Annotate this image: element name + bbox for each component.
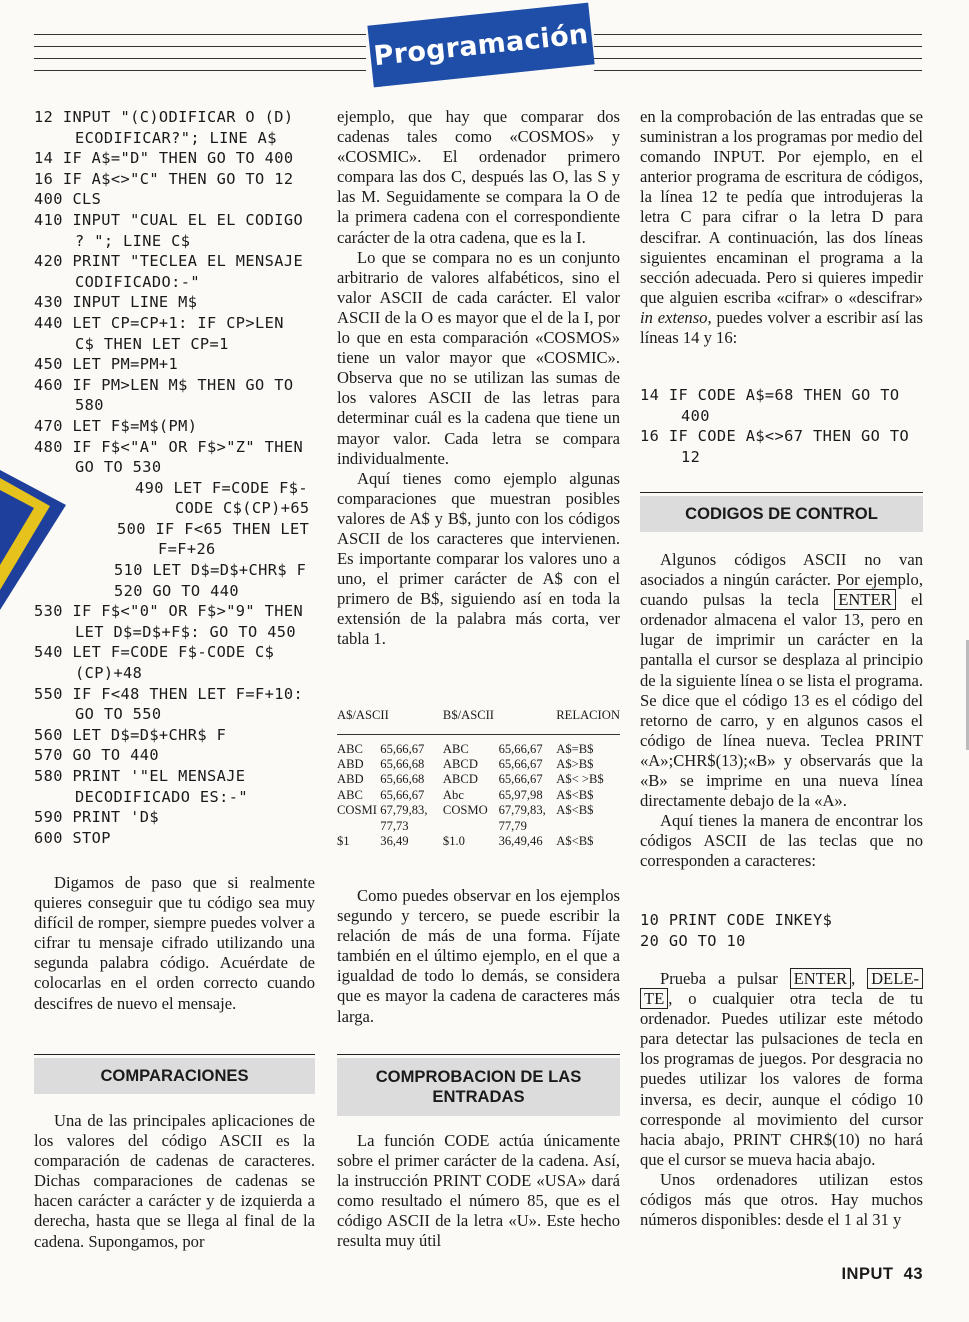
column-1-text-lower <box>34 1111 315 1252</box>
table-row <box>337 757 620 772</box>
heading-codigos-control: CODIGOS DE CONTROL <box>640 496 923 532</box>
column-2-text <box>337 107 620 650</box>
code-line: 540 LET F=CODE F$-CODE C$ <box>34 643 275 662</box>
code-line: 410 INPUT "CUAL EL EL CODIGO <box>34 210 304 229</box>
table-cell: 36,49 <box>380 833 409 848</box>
code-line: 520 GO TO 440 <box>114 581 239 600</box>
table-cell: 77,73 <box>380 818 409 833</box>
enter-key-label: ENTER <box>790 968 851 989</box>
program-listing-3 <box>640 910 923 951</box>
table-cell: ABD <box>337 772 364 787</box>
table <box>337 708 620 849</box>
header-rule <box>594 46 922 47</box>
code-line: 440 LET CP=CP+1: IF CP>LEN <box>34 313 284 332</box>
header-rule <box>594 58 922 59</box>
column-2-text-bottom <box>337 1131 620 1252</box>
code-line: 460 IF PM>LEN M$ THEN GO TO <box>34 375 294 394</box>
comparison-table <box>337 708 620 849</box>
column-1-text <box>34 873 315 1014</box>
table-cell: A$<B$ <box>556 787 594 802</box>
table-cell <box>443 819 499 834</box>
heading-rule <box>640 492 923 493</box>
code-line: 450 LET PM=PM+1 <box>34 355 179 374</box>
header-rule <box>594 34 922 35</box>
code-line: GO TO 530 <box>75 458 162 477</box>
table-row <box>337 803 620 818</box>
table-cell: A$=B$ <box>556 741 594 756</box>
code-line: 500 IF F<65 THEN LET <box>117 519 310 538</box>
code-line: ECODIFICAR?"; LINE A$ <box>75 128 277 147</box>
table-cell: $1.0 <box>442 833 465 848</box>
page-footer <box>800 1265 923 1284</box>
code-line: CODE C$(CP)+65 <box>175 499 310 518</box>
heading-line: ENTRADAS <box>432 1087 525 1106</box>
code-line: C$ THEN LET CP=1 <box>75 334 229 353</box>
table-cell: COSMI <box>337 803 377 818</box>
heading-line: COMPROBACION DE LAS <box>375 1067 582 1086</box>
table-cell: ABCD <box>442 756 478 771</box>
table-cell: A$<B$ <box>556 833 594 848</box>
code-line: CODIFICADO:-" <box>75 272 200 291</box>
code-line: 20 GO TO 10 <box>640 931 746 950</box>
paragraph: Aquí tienes como ejemplo algunas comparaciones que muestran posibles valores de A$ y B$, junto con los códigos ASCII de los caracteres que intervienen. Es importante comparar los valores uno a uno, el primer carácter de A$ con el primero de B$, siguiendo así en toda la extensión de la palabra más corta, ver tabla 1. <box>337 468 620 649</box>
table-cell: 65,66,67 <box>380 741 425 756</box>
table-cell: 36,49,46 <box>498 833 543 848</box>
table-cell: A$>B$ <box>556 756 594 771</box>
code-line: ? "; LINE C$ <box>75 231 191 250</box>
header-rule <box>594 70 922 71</box>
code-line: 550 IF F<48 THEN LET F=F+10: <box>34 684 304 703</box>
program-listing <box>34 107 334 848</box>
code-line: 600 STOP <box>34 828 111 847</box>
code-line: 16 IF A$<>"C" THEN GO TO 12 <box>34 169 294 188</box>
paragraph: en la comprobación de las entradas que se suministran a los programas por medio del comando INPUT. Por ejemplo, en el anterior programa de escritura de códigos, la línea 12 te pedía que introdujeras la letra C para cifrar o la letra D para descifrar. A continuación, las dos líneas siguientes encaminan el programa a la sección adecuada. Pero si quieres impedir que alguien escriba «cifrar» o «descifrar» in extenso, puedes volver a escribir así las líneas 14 y 16: <box>640 107 923 348</box>
enter-key-label: ENTER <box>834 589 895 610</box>
header-rule <box>34 70 366 71</box>
heading-comprobacion <box>337 1058 620 1116</box>
table-cell: 65,66,67 <box>498 741 543 756</box>
paragraph: Digamos de paso que si realmente quieres conseguir que tu código sea muy difícil de romper, siempre puedes volver a cifrar tu mensaje cifrado utilizando una segunda palabra código. Acuérdate de colocarlas en el orden correcto cuando descifres de nuevo el mensaje. <box>34 873 315 1013</box>
paragraph: Una de las principales aplicaciones de los valores del código ASCII es la comparación de cadenas de caracteres. Dichas comparaciones de cadenas se hacen carácter a carácter y de izquierda a derecha, hasta que se llega al final de la cadena. Supongamos, por <box>34 1111 315 1251</box>
table-cell: 65,66,67 <box>498 772 543 787</box>
code-line: 10 PRINT CODE INKEY$ <box>640 911 833 929</box>
table-header: RELACION <box>556 708 620 722</box>
header-rule <box>34 34 366 35</box>
header-rule <box>34 46 366 47</box>
column-3-text <box>640 107 923 348</box>
paragraph: ejemplo, que hay que comparar dos cadenas tales como «COSMOS» y «COSMIC». El ordenador primero compara las dos C, después las O, las S y las M. Seguidamente se compara la O de la primera cadena con el correspondiente carácter de la otra cadena, que es la I. <box>337 107 620 247</box>
emphasis: in extenso <box>640 307 708 327</box>
heading-rule <box>34 1054 315 1055</box>
code-line: DECODIFICADO ES:-" <box>75 787 248 806</box>
code-line: F=F+26 <box>158 540 216 559</box>
table-cell: 67,79,83, <box>380 803 428 818</box>
code-line: 400 <box>681 406 710 425</box>
code-line: 590 PRINT 'D$ <box>34 808 159 827</box>
magazine-name: INPUT <box>841 1265 894 1283</box>
table-cell: A$<B$ <box>556 803 594 818</box>
table-row <box>337 819 620 834</box>
table-cell: 65,66,67 <box>380 787 425 802</box>
delete-key-label: TE <box>640 988 668 1009</box>
code-line: 510 LET D$=D$+CHR$ F <box>114 561 307 580</box>
table-row <box>337 834 620 849</box>
table-cell: 67,79,83, <box>498 803 546 818</box>
column-2-text-lower <box>337 886 620 1027</box>
table-cell: 77,79 <box>498 818 527 833</box>
table-cell: ABD <box>337 756 364 771</box>
table-cell: COSMO <box>442 803 488 818</box>
code-line: 580 <box>75 396 104 415</box>
section-banner <box>367 3 594 88</box>
heading-rule <box>337 1054 620 1055</box>
code-line: (CP)+48 <box>75 664 143 683</box>
code-line: 470 LET F$=M$(PM) <box>34 416 198 435</box>
table-header: A$/ASCII <box>337 708 389 722</box>
paragraph: Lo que se compara no es un conjunto arbitrario de valores alfabéticos, sino el valor ASCII de cada carácter. El valor ASCII de la O es mayor que el de la I, por lo que en esta comparación «COSMOS» tiene un valor mayor que «COSMIC». Observa que no se utilizan las sumas de los valores ASCII de las letras para determinar cuál es la cadena que tiene un mayor valor. Cada letra se compara individualmente. <box>337 247 620 468</box>
code-line: 12 <box>681 447 701 466</box>
code-line: GO TO 550 <box>75 705 162 724</box>
table-cell: ABCD <box>442 772 478 787</box>
table-cell: 65,66,67 <box>498 756 543 771</box>
table-cell: ABC <box>442 741 469 756</box>
paragraph: La función CODE actúa únicamente sobre el primer carácter de la cadena. Así, la instrucción PRINT CODE «USA» dará como resultado el número 85, que es el código ASCII de la letra «U». Este hecho resulta muy útil <box>337 1131 620 1251</box>
code-line: 400 CLS <box>34 190 102 209</box>
table-cell: A$< >B$ <box>556 772 604 787</box>
table-cell: ABC <box>337 741 363 756</box>
table-cell: 65,66,68 <box>380 772 425 787</box>
code-line: 580 PRINT '"EL MENSAJE <box>34 767 246 785</box>
table-cell <box>337 819 380 834</box>
table-cell: 65,66,68 <box>380 756 425 771</box>
code-line: 570 GO TO 440 <box>34 746 159 765</box>
column-3-text-lower <box>640 969 923 1230</box>
section-title: Programación <box>372 18 590 72</box>
paragraph: Prueba a pulsar ENTER , DELE- TE , o cualquier otra tecla de tu ordenador. Puedes utilizar este método para detectar las pulsaciones de tecla en los programas de juegos. Por desgracia no puedes utilizar los valores de forma inversa, es decir, aunque el código 10 corresponde al movimiento del cursor hacia abajo, PRINT CHR$(10) no hará que el cursor se mueva hacia abajo. <box>640 969 923 1169</box>
table-row <box>337 788 620 803</box>
delete-key-label: DELE- <box>867 968 923 989</box>
code-line: 14 IF CODE A$=68 THEN GO TO <box>640 386 900 404</box>
table-row <box>337 772 620 787</box>
code-line: 530 IF F$<"0" OR F$>"9" THEN <box>34 602 304 621</box>
paragraph: Como puedes observar en los ejemplos segundo y tercero, se puede escribir la relación de más de una forma. Fíjate también en el último ejemplo, en el que a igualdad de todo lo demás, se considera que es mayor la cadena de caracteres más larga. <box>337 886 620 1026</box>
code-line: 430 INPUT LINE M$ <box>34 293 198 312</box>
code-line: 420 PRINT "TECLEA EL MENSAJE <box>34 252 304 271</box>
table-cell: $1 <box>337 833 350 848</box>
header-rule <box>34 58 366 59</box>
page-number: 43 <box>903 1265 923 1283</box>
code-line: 12 INPUT "(C)ODIFICAR O (D) <box>34 108 294 126</box>
table-cell <box>556 819 620 834</box>
column-3-text-mid <box>640 550 923 872</box>
table-cell: 65,97,98 <box>498 787 543 802</box>
table-cell: ABC <box>337 787 363 802</box>
code-line: 16 IF CODE A$<>67 THEN GO TO <box>640 427 910 446</box>
table-cell: Abc <box>442 787 464 802</box>
code-line: 14 IF A$="D" THEN GO TO 400 <box>34 149 294 168</box>
code-line: 490 LET F=CODE F$- <box>135 478 308 497</box>
paragraph: Algunos códigos ASCII no van asociados a ningún carácter. Por ejemplo, cuando pulsas la tecla ENTER el ordenador almacena el valor 13, pero en lugar de imprimir un carácter en la pantalla el cursor se desplaza al principio de la siguiente línea o se lista el programa. Se dice que el código 13 es el código del retorno de carro, y en algunos casos el código de línea nueva. Teclea PRINT «A»;CHR$(13);«B» y observarás que la «B» se imprime en una nueva línea directamente debajo de la «A». <box>640 550 924 811</box>
heading-comparaciones: COMPARACIONES <box>34 1058 315 1094</box>
code-line: 480 IF F$<"A" OR F$>"Z" THEN <box>34 437 304 456</box>
program-listing-2 <box>640 385 923 467</box>
paragraph: Aquí tienes la manera de encontrar los códigos ASCII de las teclas que no corresponden a caracteres: <box>640 811 923 871</box>
table-header: B$/ASCII <box>442 708 495 722</box>
code-line: LET D$=D$+F$: GO TO 450 <box>75 622 297 641</box>
paragraph: Unos ordenadores utilizan estos códigos más que otros. Hay muchos números disponibles: desde el 1 al 31 y <box>640 1169 923 1230</box>
code-line: 560 LET D$=D$+CHR$ F <box>34 725 227 744</box>
table-row <box>337 742 620 757</box>
